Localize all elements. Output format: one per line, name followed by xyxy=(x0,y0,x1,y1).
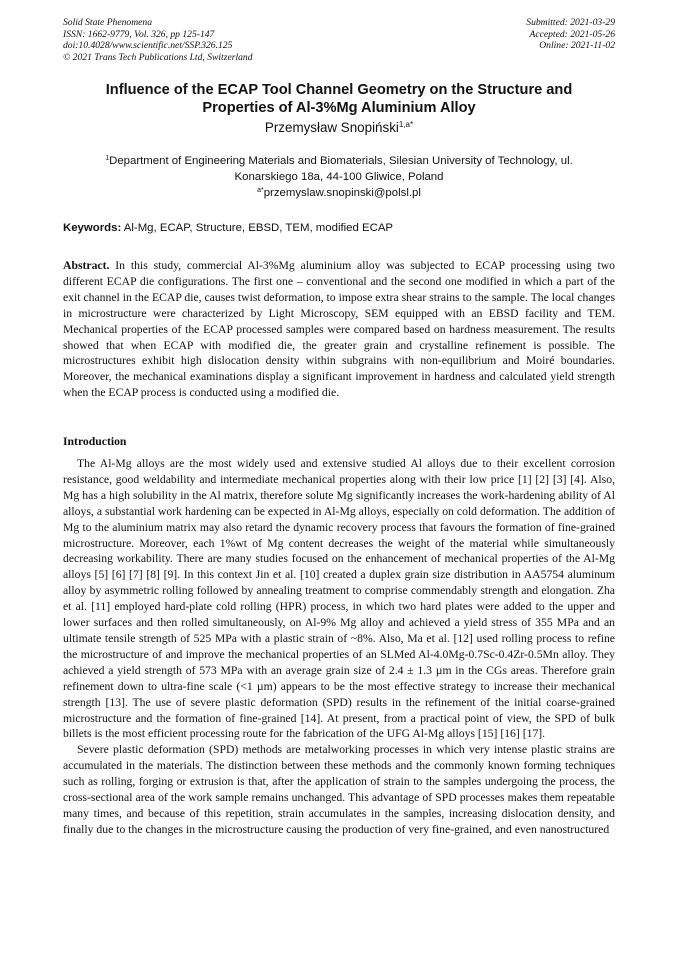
author xyxy=(63,120,615,135)
journal-doi[interactable]: doi:10.4028/www.scientific.net/SSP.326.125 xyxy=(63,40,233,52)
journal-name: Solid State Phenomena xyxy=(63,17,152,28)
dates-header xyxy=(526,17,615,52)
email-sup: a* xyxy=(257,187,264,194)
accepted-date: Accepted: 2021-05-26 xyxy=(529,28,615,40)
title-line-2: Properties of Al-3%Mg Aluminium Alloy xyxy=(202,99,476,116)
journal-copyright: © 2021 Trans Tech Publications Ltd, Switzerland xyxy=(63,51,253,63)
abstract-label: Abstract. xyxy=(63,259,110,272)
affiliation xyxy=(63,151,615,185)
abstract-text: In this study, commercial Al-3%Mg aluminium alloy was subjected to ECAP processing using two different ECAP die configurations. The first one – conventional and the second one modified in which a part of the exit channel in the ECAP die, causes twist deformation, to impose extra shear strains to the sample. The local changes in microstructure were characterized by Light Microscopy, SEM equipped with an EBSD facility and TEM. Mechanical properties of the ECAP processed samples were compared based on hardness measurement. The results showed that when ECAP with modified die, the greater grain and crystalline refinement is possible. The microstructures exhibit high dislocation density within subgrains with non-equilibrium and Moiré boundaries. Moreover, the mechanical examinations display a significant improvement in hardness and calculated yield strength when the ECAP process is conducted using a modified die. xyxy=(63,259,615,400)
author-email xyxy=(63,187,615,199)
intro-paragraph-2: Severe plastic deformation (SPD) methods are metalworking processes in which very intense plastic strains are accumulated in the materials. The distinction between these methods and the commonly known forming techniques such as rolling, forging or extrusion is that, after the application of strain to the samples undergoing the process, the cross-sectional area of the work sample remains unchanged. This advantage of SPD processes makes them repeatable many times, and because of this repetition, strain accumulates in the samples, increasing dislocation density, and finally due to the changes in the microstructure causing the production of very fine-grained, and even nanostructured xyxy=(63,743,615,836)
affiliation-line-2: Konarskiego 18a, 44-100 Gliwice, Poland xyxy=(234,171,444,183)
author-sup: 1,a* xyxy=(398,120,414,129)
journal-header xyxy=(63,17,253,63)
keywords xyxy=(63,222,615,234)
paper-title xyxy=(63,82,615,117)
abstract xyxy=(63,258,615,401)
keywords-label: Keywords: xyxy=(63,222,122,234)
affiliation-line-1: Department of Engineering Materials and Biomaterials, Silesian University of Technology, ul. xyxy=(109,155,573,167)
submitted-date: Submitted: 2021-03-29 xyxy=(526,17,615,28)
title-line-1: Influence of the ECAP Tool Channel Geometry on the Structure and xyxy=(105,82,573,98)
online-date: Online: 2021-11-02 xyxy=(539,40,615,52)
affiliation-sup: 1 xyxy=(105,155,110,162)
intro-paragraph-1: The Al-Mg alloys are the most widely used and extensive studied Al alloys due to their excellent corrosion resistance, good weldability and intermediate mechanical properties along with their low price [1] [2] [3] [4]. Also, Mg has a high solubility in the Al matrix, therefore solute Mg significantly increases the work-hardening ability of Al alloys, a substantial work hardening can be expected in Al-Mg alloys, especially on cold deformation. The addition of Mg to the aluminium matrix may also retard the dynamic recovery process that favours the formation of fine-grained microstructure. Moreover, each 1%wt of Mg content decreases the weight of the material while simultaneously decreasing workability. There are many studies focused on the enhancement of mechanical properties of the Al-Mg alloys [5] [6] [7] [8] [9]. In this context Jin et al. [10] created a duplex grain size distribution in AA5754 aluminum alloy by asymmetric rolling followed by annealing treatment to comprise commendably strength and elongation. Zha et al. [11] employed hard-plate cold rolling (HPR) process, in which two hard plates were added to the upper and lower surfaces and then rolled simultaneously, on Al-9% Mg alloy and achieved a yield stress of 355 MPa and an ultimate tensile strength of 525 MPa with a plastic strain of ~8%. Also, Ma et al. [12] used rolling process to refine the microstructure of and improve the mechanical properties of an SLMed Al-4.0Mg-0.7Sc-0.4Zr-0.5Mn alloy. They achieved a yield strength of 573 MPa with an average grain size of 2.4 ± 1.3 µm in the CGs areas. Therefore grain refinement down to ultra-fine scale (<1 µm) appears to be the most effective strategy to increase their mechanical strength [13]. The use of severe plastic deformation (SPD) results in the refinement of the initial coarse-grained microstructure and the formation of fine-grained [14]. At present, from a practical point of view, the SPD of bulk billets is the most efficient processing route for the fabrication of the UFG Al-Mg alloys [15] [16] [17]. xyxy=(63,457,615,741)
journal-issn: ISSN: 1662-9779, Vol. 326, pp 125-147 xyxy=(63,28,215,40)
keywords-text: Al-Mg, ECAP, Structure, EBSD, TEM, modified ECAP xyxy=(121,222,394,234)
email-address[interactable]: przemyslaw.snopinski@polsl.pl xyxy=(263,187,421,199)
section-heading-introduction: Introduction xyxy=(63,435,127,448)
author-name: Przemysław Snopiński xyxy=(264,120,399,135)
introduction-body xyxy=(63,456,615,838)
